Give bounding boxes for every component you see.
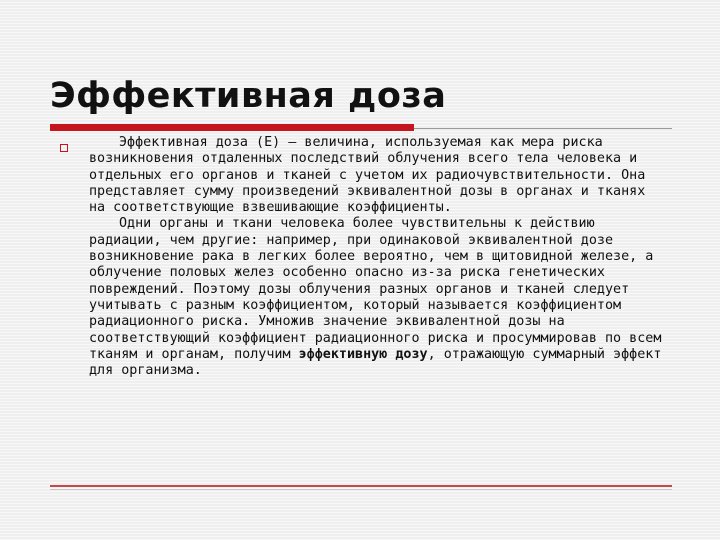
square-bullet-icon: [60, 144, 68, 152]
paragraph-definition: Эффективная доза (Е) — величина, используемая как мера риска возникновения отдаленных последствий облучения всего тела человека и отдельных его органов и тканей с учетом их радиочувствительности. Она представляет сумму произведений эквивалентной дозы в органах и тканях на соответствующие взвешивающие коэффициенты.: [89, 135, 646, 216]
paragraph-text-end: , отражающую суммарный эффект для организма.: [89, 346, 662, 379]
slide-title: Эффективная доза: [50, 76, 447, 116]
emphasized-term: эффективную дозу: [298, 346, 428, 362]
slide-body: [60, 135, 665, 379]
footer-divider-shadow: [50, 489, 672, 490]
paragraph-text-start: Одни органы и ткани человека более чувствительны к действию радиации, чем другие: например, при одинаковой эквивалентной дозе возникновение рака в легких более вероятно, чем в щитовидной железе, а облучение половых желез особенно опасно из-за риска генетических повреждений. Поэтому дозы облучения разных органов и тканей следует учитывать с разным коэффициентом, который называется коэффициентом радиационного риска. Умножив значение эквивалентной дозы на соответствующий коэффициент радиационного риска и просуммировав по всем тканям и органам, получим: [89, 216, 662, 362]
title-accent-bar: [50, 124, 414, 131]
body-text: [89, 135, 665, 379]
paragraph-coefficients: [89, 216, 665, 379]
footer-divider-line: [50, 485, 672, 487]
